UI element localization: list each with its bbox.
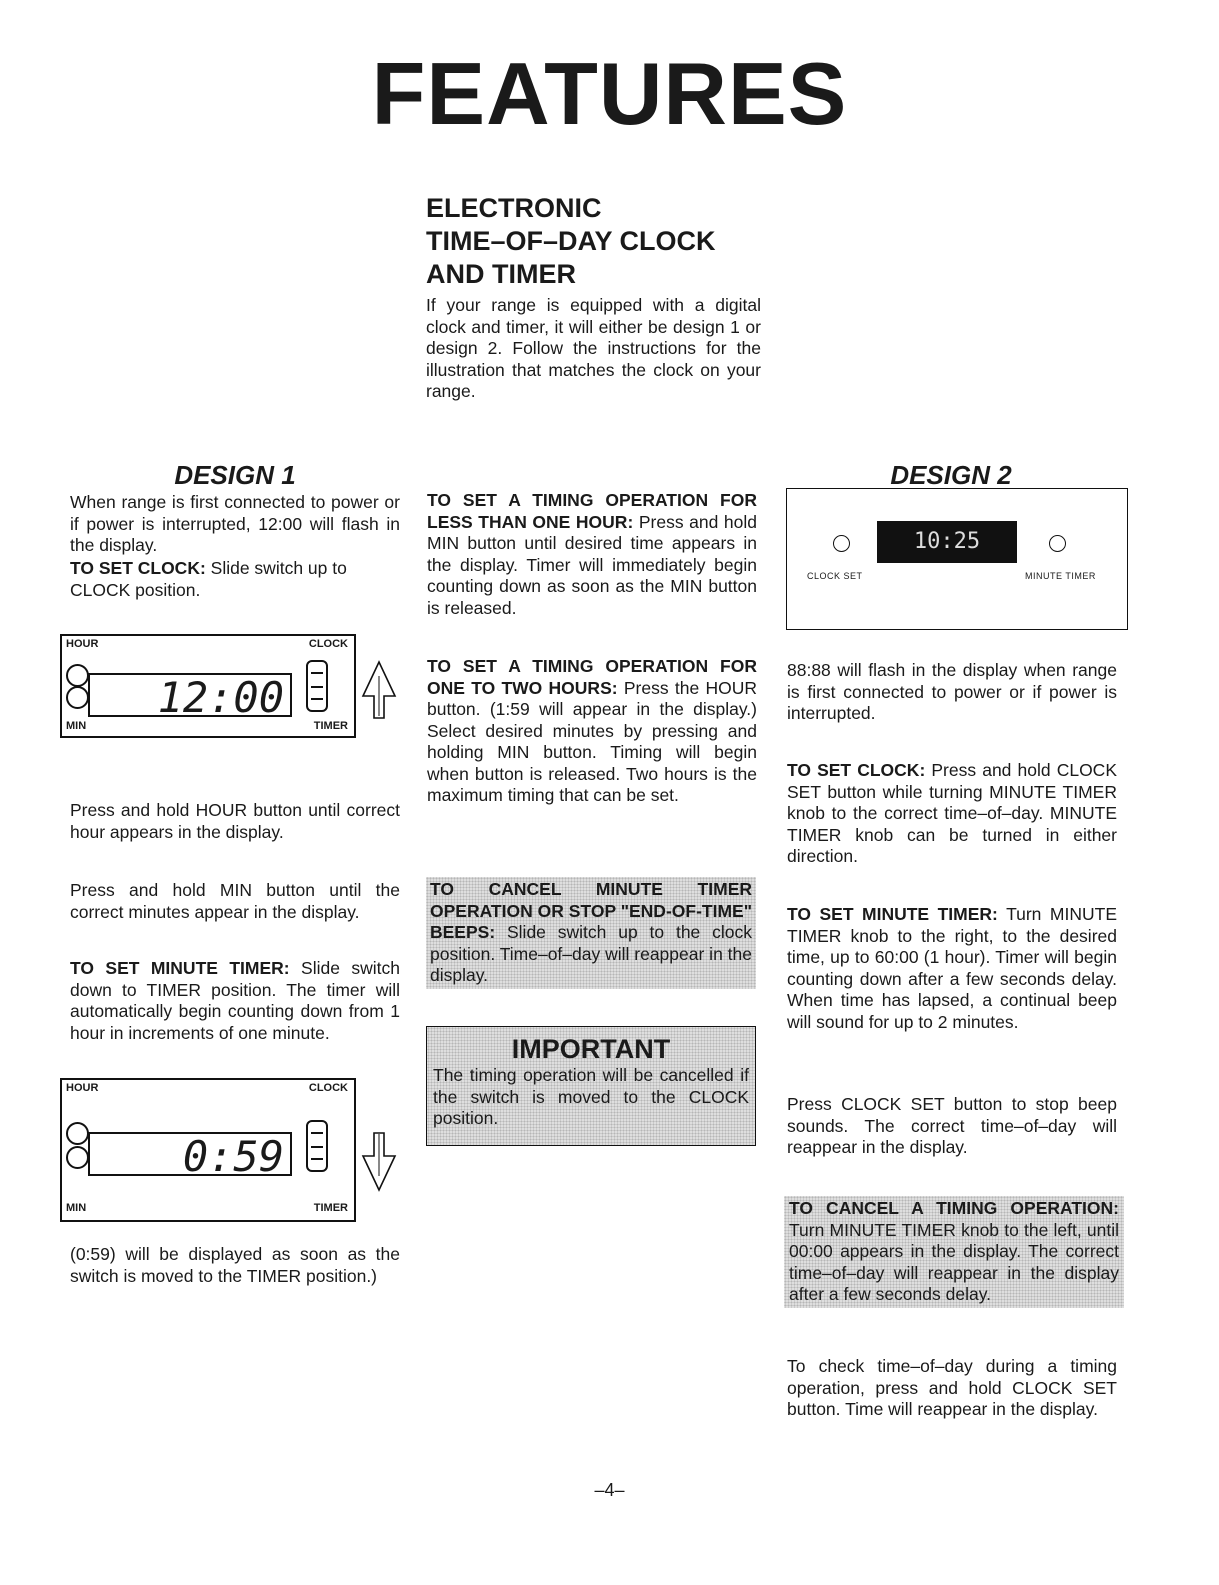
clock-set-button[interactable] [833, 535, 850, 552]
design2-panel [786, 488, 1128, 630]
hour-button[interactable] [66, 1122, 89, 1145]
design1-panel-timer [60, 1078, 356, 1222]
intro-heading-line2: TIME–OF–DAY CLOCK [426, 226, 716, 256]
hour-label: HOUR [66, 638, 99, 650]
one-to-two-hours-label: TO SET A TIMING OPERATION FOR ONE TO TWO HOURS: [427, 656, 757, 698]
min-button[interactable] [66, 686, 89, 709]
design1-paragraph-power: When range is first connected to power or if power is interrupted, 12:00 will flash in the display. [70, 492, 400, 555]
timer-label: TIMER [313, 720, 348, 732]
design2-set-clock [787, 760, 1117, 868]
display-lcd [88, 1132, 292, 1181]
important-box [426, 1026, 756, 1146]
design1-set-minute-timer-text: Slide switch down to TIMER position. The timer will automatically begin counting down from 1 hour in increments of one minute. [70, 958, 400, 1043]
intro-heading-line1: ELECTRONIC [426, 193, 602, 223]
design1-paragraph-min: Press and hold MIN button until the correct minutes appear in the display. [70, 880, 400, 922]
clock-timer-switch[interactable] [306, 1120, 328, 1172]
design1-set-minute-timer [70, 958, 400, 1044]
min-button[interactable] [66, 1146, 89, 1169]
cancel-timing-box [784, 1196, 1124, 1308]
display-time: 12:00 [157, 673, 284, 722]
design2-set-minute-timer-text: Turn MINUTE TIMER knob to the right, to the desired time, up to 60:00 (1 hour). Timer will begin counting down after a few seconds delay. When time has lapsed, a continual beep will sound for up to 2 minutes. [787, 904, 1117, 1032]
timer-label: TIMER [313, 1202, 348, 1214]
design1-set-clock [70, 558, 400, 601]
minute-timer-knob[interactable] [1049, 535, 1066, 552]
design1-heading: DESIGN 1 [174, 460, 296, 490]
design1-panel-clock [60, 634, 356, 738]
hour-label: HOUR [66, 1082, 99, 1094]
design2-set-clock-text: Press and hold CLOCK SET button while turning MINUTE TIMER knob to the correct time–of–day. MINUTE TIMER knob can be turned in either direction. [787, 760, 1117, 866]
intro-heading-line3: AND TIMER [426, 259, 576, 289]
intro-section [426, 192, 761, 403]
clock-timer-switch[interactable] [306, 660, 328, 712]
one-to-two-hours-text: Press the HOUR button. (1:59 will appear in the display.) Select desired minutes by pressing and holding MIN button. Timing will begin when button is released. Two hours is the maximum timing that can be set. [427, 677, 757, 805]
design1-paragraph-hour: Press and hold HOUR button until correct hour appears in the display. [70, 800, 400, 842]
cancel-timing-label: TO CANCEL A TIMING OPERATION: [789, 1198, 1119, 1218]
design1-set-minute-timer-label: TO SET MINUTE TIMER: [70, 958, 290, 978]
design2-paragraph-flash: 88:88 will flash in the display when range is first connected to power or if power is interrupted. [787, 660, 1117, 723]
intro-text: If your range is equipped with a digital clock and timer, it will either be design 1 or design 2. Follow the instructions for the illustration that matches the clock on your range. [426, 295, 761, 401]
cancel-minute-timer-text: Slide switch up to the clock position. Time–of–day will reappear in the display. [430, 922, 752, 985]
design1-paragraph-display: (0:59) will be displayed as soon as the switch is moved to the TIMER position.) [70, 1244, 400, 1286]
design2-set-minute-timer-label: TO SET MINUTE TIMER: [787, 904, 998, 924]
design2-heading: DESIGN 2 [890, 460, 1012, 490]
clock-label: CLOCK [308, 1082, 348, 1094]
display-lcd [88, 673, 292, 722]
less-than-hour-text: Press and hold MIN button until desired time appears in the display. Timer will immediately begin counting down as soon as the MIN button is released. [427, 511, 757, 618]
page-number: –4– [594, 1480, 625, 1500]
design2-set-clock-label: TO SET CLOCK: [787, 760, 926, 780]
cancel-timing-text: Turn MINUTE TIMER knob to the left, until 00:00 appears in the display. The correct time–of–day will reappear in the display after a few seconds delay. [789, 1219, 1119, 1304]
arrow-down-icon [360, 1130, 398, 1192]
minute-timer-label: MINUTE TIMER [1025, 571, 1096, 581]
less-than-hour-label: TO SET A TIMING OPERATION FOR LESS THAN ONE HOUR: [427, 490, 757, 532]
middle-one-to-two-hours [427, 656, 757, 807]
design2-set-minute-timer [787, 904, 1117, 1033]
design2-display: 10:25 [877, 521, 1017, 563]
design2-paragraph-check-time: To check time–of–day during a timing operation, press and hold CLOCK SET button. Time will reappear in the display. [787, 1356, 1117, 1419]
important-heading: IMPORTANT [511, 1034, 671, 1064]
min-label: MIN [66, 1202, 87, 1214]
cancel-minute-timer-label: TO CANCEL MINUTE TIMER OPERATION OR STOP "END-OF-TIME" BEEPS: [430, 879, 752, 942]
clock-set-label: CLOCK SET [807, 571, 863, 581]
hour-button[interactable] [66, 664, 89, 687]
design1-set-clock-label: TO SET CLOCK: [70, 558, 206, 578]
design1-set-clock-text: Slide switch up to CLOCK position. [70, 558, 347, 600]
arrow-up-icon [360, 660, 398, 720]
display-time: 0:59 [182, 1132, 284, 1181]
page-title: FEATURES [371, 44, 848, 143]
min-label: MIN [66, 720, 87, 732]
design2-paragraph-stop-beep: Press CLOCK SET button to stop beep sounds. The correct time–of–day will reappear in the display. [787, 1094, 1117, 1157]
important-text: The timing operation will be cancelled if the switch is moved to the CLOCK position. [433, 1065, 749, 1128]
clock-label: CLOCK [308, 638, 348, 650]
middle-less-than-hour [427, 490, 757, 619]
cancel-minute-timer-box [426, 877, 756, 989]
